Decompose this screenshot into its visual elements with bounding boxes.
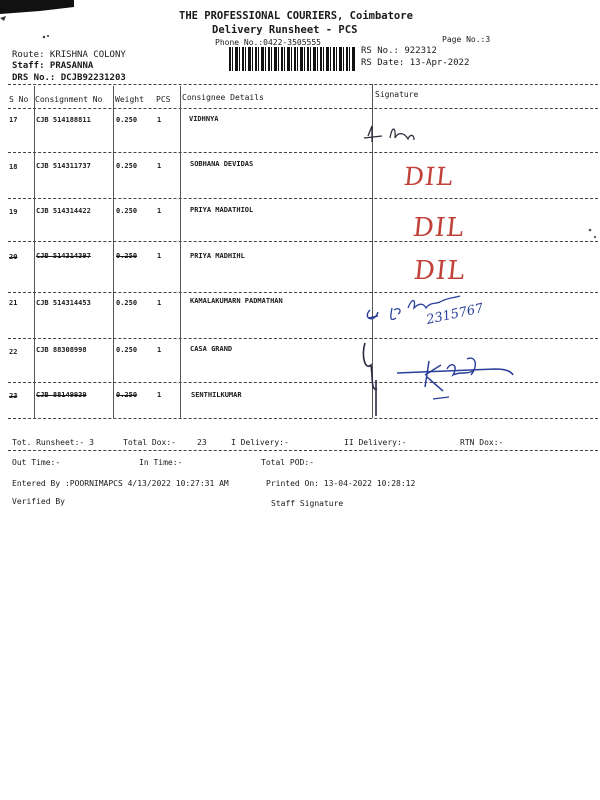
row-21-weight: 0.250: [116, 299, 138, 307]
barcode: [229, 47, 355, 71]
signature-row-21-number: 2315767: [425, 301, 485, 328]
row-17-weight: 0.250: [116, 116, 138, 124]
ii-delivery: II Delivery:-: [344, 438, 407, 447]
rtn-dox: RTN Dox:-: [460, 438, 504, 447]
row-21-consignee: KAMALAKUMARN PADMATHAN: [190, 297, 283, 305]
signature-row-18: DIL: [402, 162, 456, 191]
row-19-consignment: CJB 514314422: [36, 207, 91, 215]
row-21-pcs: 1: [157, 299, 162, 307]
row-20-consignee: PRIYA MADHIHL: [190, 252, 245, 260]
row-22-consignee: CASA GRAND: [190, 345, 233, 353]
row-18-pcs: 1: [157, 162, 162, 170]
col-header-consignee: Consignee Details: [182, 93, 264, 102]
row-23-consignee: SENTHILKUMAR: [191, 391, 242, 399]
row-23-consignment: CJB 88149939: [36, 391, 87, 399]
row-18-consignment: CJB 514311737: [36, 162, 91, 170]
row-19-sno: 19: [9, 208, 18, 216]
row-17-consignment: CJB 514188811: [36, 116, 91, 124]
phone-number: Phone No.:0422-3505555: [215, 38, 321, 47]
row-23-pcs: 1: [157, 391, 162, 399]
table-top-line: [8, 84, 598, 85]
total-runsheet: Tot. Runsheet:- 3: [12, 438, 94, 447]
company-name: THE PROFESSIONAL COURIERS, Coimbatore: [179, 10, 413, 22]
row-17-consignee: VIDHNYA: [189, 115, 219, 123]
table-header-line: [8, 108, 598, 109]
signature-row-19: DIL: [411, 213, 466, 243]
row-22-consignment: CJB 88308998: [36, 346, 87, 354]
row-20-consignment: CJB 514314397: [36, 252, 91, 260]
total-dox-label: Total Dox:-: [123, 438, 176, 447]
row-separator: [8, 152, 598, 153]
col-header-sno: S No: [9, 95, 29, 104]
col-header-pcs: PCS: [156, 95, 171, 104]
column-divider: [180, 86, 181, 418]
column-divider: [113, 86, 114, 418]
i-delivery: I Delivery:-: [231, 438, 289, 447]
row-18-sno: 18: [9, 163, 18, 171]
row-20-sno: 20: [9, 253, 18, 261]
route: Route: KRISHNA COLONY: [12, 50, 126, 60]
row-20-pcs: 1: [157, 252, 162, 260]
col-header-weight: Weight: [115, 95, 144, 104]
in-time: In Time:-: [139, 458, 183, 467]
row-23-sno: 23: [9, 392, 18, 400]
row-20-weight: 0.250: [116, 252, 138, 260]
row-separator: [8, 241, 598, 242]
rs-date: RS Date: 13-Apr-2022: [361, 58, 470, 68]
scan-speck: [586, 226, 600, 244]
col-header-signature: Signature: [375, 90, 419, 99]
row-22-weight: 0.250: [116, 346, 138, 354]
row-22-sno: 22: [9, 348, 18, 356]
staff: Staff: PRASANNA: [12, 61, 94, 71]
col-header-consignment: Consignment No: [35, 95, 103, 104]
row-19-pcs: 1: [157, 207, 162, 215]
row-18-weight: 0.250: [116, 162, 138, 170]
verified-by: Verified By: [12, 497, 65, 506]
row-23-weight: 0.250: [116, 391, 138, 399]
scan-artifact-mark: [0, 0, 80, 40]
sheet-title: Delivery Runsheet - PCS: [212, 24, 358, 36]
total-dox-value: 23: [197, 438, 207, 447]
staff-signature-label: Staff Signature: [271, 499, 344, 508]
table-bottom-line: [8, 418, 598, 419]
totals-separator: [8, 450, 598, 451]
row-22-pcs: 1: [157, 346, 162, 354]
page-number: Page No.:3: [442, 35, 491, 44]
rs-number: RS No.: 922312: [361, 46, 437, 56]
signature-row-17: [362, 122, 422, 152]
row-19-consignee: PRIYA MADATHIOL: [190, 206, 254, 214]
row-18-consignee: SOBHANA DEVIDAS: [190, 160, 254, 168]
signature-row-20: DIL: [412, 256, 467, 286]
out-time: Out Time:-: [12, 458, 61, 467]
row-21-consignment: CJB 514314453: [36, 299, 91, 307]
printed-on: Printed On: 13-04-2022 10:28:12: [266, 479, 416, 488]
row-17-pcs: 1: [157, 116, 162, 124]
column-divider: [34, 86, 35, 418]
row-21-sno: 21: [9, 299, 18, 307]
row-separator: [8, 198, 598, 199]
entered-by: Entered By :POORNIMAPCS 4/13/2022 10:27:31 AM: [12, 479, 229, 488]
drs-number: DRS No.: DCJB92231203: [12, 73, 126, 83]
row-19-weight: 0.250: [116, 207, 138, 215]
signature-stroke-row-23: [370, 378, 390, 423]
total-pod: Total POD:-: [261, 458, 314, 467]
row-17-sno: 17: [9, 116, 18, 124]
